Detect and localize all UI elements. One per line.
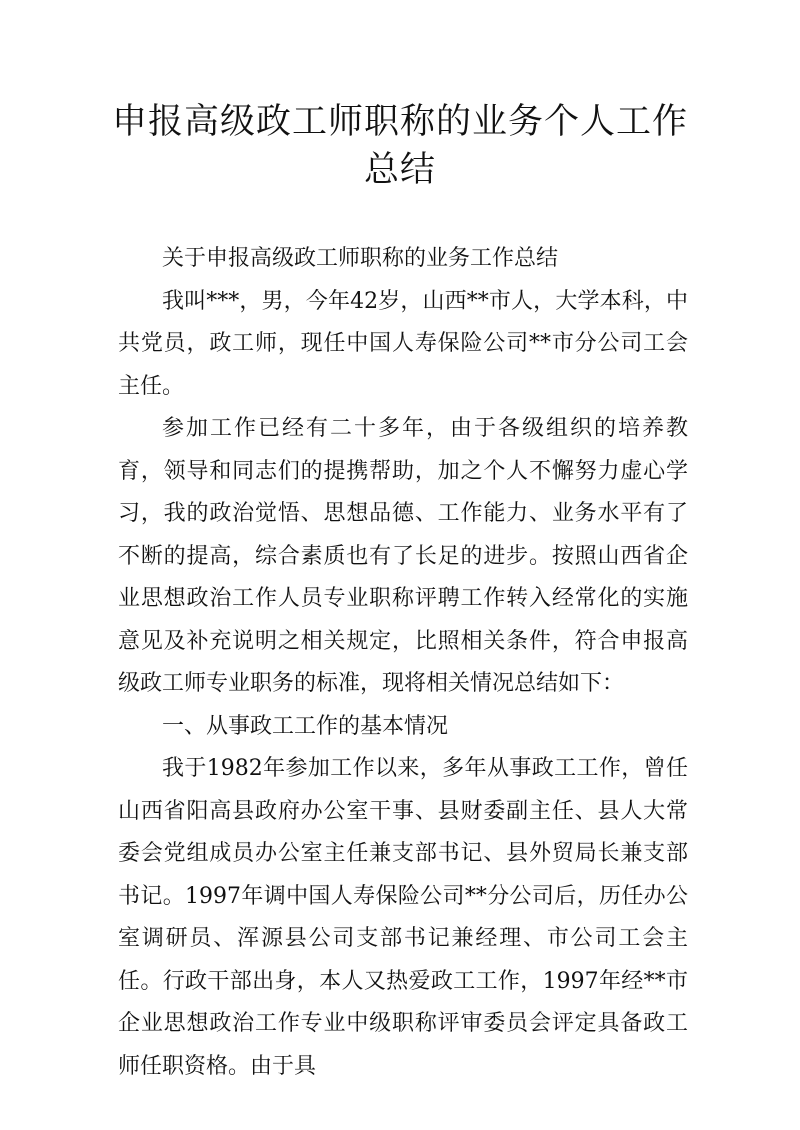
document-body xyxy=(118,238,688,1088)
background-paragraph: 参加工作已经有二十多年，由于各级组织的培养教育，领导和同志们的提携帮助，加之个人不懈努力虚心学习，我的政治觉悟、思想品德、工作能力、业务水平有了不断的提高，综合素质也有了长足的进步。按照山西省企业思想政治工作人员专业职称评聘工作转入经常化的实施意见及补充说明之相关规定，比照相关条件，符合申报高级政工师专业职务的标准，现将相关情况总结如下： xyxy=(118,416,688,696)
subtitle-paragraph: 关于申报高级政工师职称的业务工作总结 xyxy=(162,246,559,271)
document-title: 申报高级政工师职称的业务个人工作总结 xyxy=(111,102,688,190)
intro-paragraph: 我叫***，男，今年42岁，山西**市人，大学本科，中共党员，政工师，现任中国人寿保险公司**市分公司工会主任。 xyxy=(118,288,688,399)
work-history-paragraph: 我于1982年参加工作以来，多年从事政工工作，曾任山西省阳高县政府办公室干事、县财委副主任、县人大常委会党组成员办公室主任兼支部书记、县外贸局长兼支部书记。1997年调中国人寿保险公司**分公司后，历任办公室调研员、浑源县公司支部书记兼经理、市公司工会主任。行政干部出身，本人又热爱政工工作，1997年经**市企业思想政治工作专业中级职称评审委员会评定具备政工师任职资格。由于具 xyxy=(118,756,688,1079)
section-heading: 一、从事政工工作的基本情况 xyxy=(162,713,449,739)
